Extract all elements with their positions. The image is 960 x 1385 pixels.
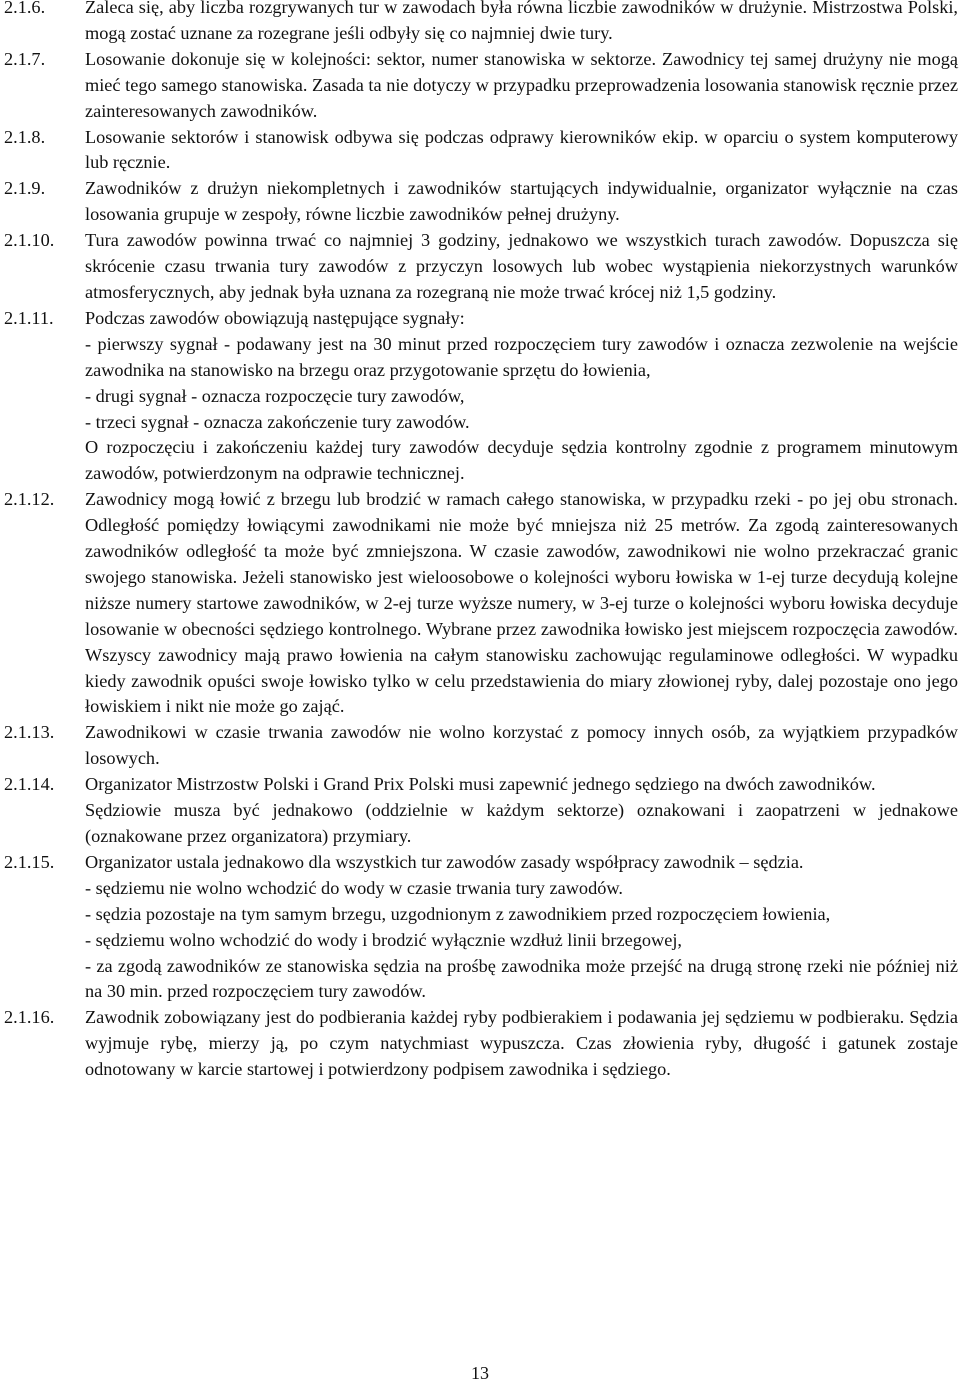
rule-paragraph: - pierwszy sygnał - podawany jest na 30 minut przed rozpoczęciem tury zawodów i oznacza zezwolenie na wejście zawodnika na stanowisko na brzegu oraz przygotowanie sprzętu do łowienia, [85,333,958,380]
rule-number: 2.1.8. [4,126,46,147]
rule-paragraph: O rozpoczęciu i zakończeniu każdej tury zawodów decyduje sędzia kontrolny zgodnie z programem minutowym zawodów, potwierdzonym na odprawie technicznej. [85,437,958,484]
rule-number: 2.1.10. [4,230,55,251]
rule-text [85,125,958,177]
rule-item [4,306,958,487]
rule-paragraph: - za zgodą zawodników ze stanowiska sędzia na prośbę zawodnika może przejść na drugą stronę rzeki nie później niż na 30 min. przed rozpoczęciem tury zawodów. [85,955,958,1002]
rule-paragraph: - trzeci sygnał - oznacza zakończenie tury zawodów. [85,411,470,432]
rule-paragraph: Zawodnikowi w czasie trwania zawodów nie wolno korzystać z pomocy innych osób, za wyjątkiem przypadków losowych. [85,722,958,769]
rule-item [4,228,958,306]
rule-paragraph: Losowanie sektorów i stanowisk odbywa się podczas odprawy kierowników ekip. w oparciu o system komputerowy lub ręcznie. [85,126,958,173]
rule-item [4,487,958,720]
rule-paragraph: - sędzia pozostaje na tym samym brzegu, uzgodnionym z zawodnikiem przed rozpoczęciem łowienia, [85,903,831,924]
rule-paragraph: Tura zawodów powinna trwać co najmniej 3 godziny, jednakowo we wszystkich turach zawodów. Dopuszcza się skrócenie czasu trwania tury zawodów z przyczyn losowych lub wobec wystąpienia niekorzystnych warunków atmosferycznych, aby jednak była uznana za rozegraną nie może trwać krócej niż 1,5 godziny. [85,230,958,302]
rule-paragraph: Organizator Mistrzostw Polski i Grand Prix Polski musi zapewnić jednego sędziego na dwóch zawodników. [85,774,876,795]
rule-text [85,772,958,850]
rule-item [4,772,958,850]
rule-text [85,850,958,1005]
rule-item [4,176,958,228]
rule-paragraph: Podczas zawodów obowiązują następujące sygnały: [85,307,465,328]
rule-number: 2.1.14. [4,774,55,795]
rule-item [4,1005,958,1083]
rule-text [85,176,958,228]
rule-item [4,720,958,772]
rule-paragraph: - sędziemu nie wolno wchodzić do wody w czasie trwania tury zawodów. [85,877,623,898]
rule-text [85,1005,958,1083]
rule-paragraph: - sędziemu wolno wchodzić do wody i brodzić wyłącznie wzdłuż linii brzegowej, [85,929,682,950]
rule-item [4,125,958,177]
rule-item [4,0,958,47]
rule-paragraph: Zawodnik zobowiązany jest do podbierania każdej ryby podbierakiem i podawania jej sędziemu w podbieraku. Sędzia wyjmuje rybę, mierzy ją, po czym natychmiast wypuszcza. Czas złowienia ryby, długość i gatunek zostaje odnotowany w karcie startowej i potwierdzony podpisem zawodnika i sędziego. [85,1007,958,1080]
rule-paragraph: Zaleca się, aby liczba rozgrywanych tur w zawodach była równa liczbie zawodników w drużynie. Mistrzostwa Polski, mogą zostać uznane za rozegrane jeśli odbyły się co najmniej dwie tury. [85,0,958,43]
rule-item [4,850,958,1005]
rule-text [85,487,958,720]
rule-text [85,720,958,772]
regulations-section [4,0,958,1083]
rule-paragraph: Zawodnicy mogą łowić z brzegu lub brodzić w ramach całego stanowiska, w przypadku rzeki - po jej obu stronach. Odległość pomiędzy łowiącymi zawodnikami nie może być mniejsza niż 25 metrów. Za zgodą zainteresowanych zawodników odległość ta może być zmniejszona. W czasie zawodów, zawodnikowi nie wolno przekraczać granic swojego stanowiska. Jeżeli stanowisko jest wieloosobowe o kolejności wyboru łowiska w 1-ej turze decydują kolejne niższe numery startowe zawodników, w 2-ej turze wyższe numery, w 3-ej turze o kolejności wyboru łowiska decyduje losowanie w obecności sędziego kontrolnego. Wybrane przez zawodnika łowisko jest miejscem rozpoczęcia zawodów. Wszyscy zawodnicy mają prawo łowienia na całym stanowisku zachowując regulaminowe odległości. W wypadku kiedy zawodnik opuści swoje łowisko tylko w celu przedstawienia do miary złowionej ryby, dalej pozostaje ono jego łowiskiem i nikt nie może go zająć. [85,489,958,717]
page-number: 13 [471,1363,489,1383]
rule-text [85,0,958,47]
rule-number: 2.1.11. [4,307,54,328]
rule-text [85,306,958,487]
rule-text [85,228,958,306]
rule-number: 2.1.6. [4,0,46,17]
rule-paragraph: - drugi sygnał - oznacza rozpoczęcie tury zawodów, [85,385,465,406]
rule-paragraph: Zawodników z drużyn niekompletnych i zawodników startujących indywidualnie, organizator wyłącznie na czas losowania grupuje w zespoły, równe liczbie zawodników pełnej drużyny. [85,178,958,225]
rule-number: 2.1.15. [4,851,55,872]
rule-number: 2.1.16. [4,1007,55,1028]
rule-number: 2.1.13. [4,722,55,743]
rule-paragraph: Organizator ustala jednakowo dla wszystkich tur zawodów zasady współpracy zawodnik – sędzia. [85,851,804,872]
rule-paragraph: Sędziowie musza być jednakowo (oddzielnie w każdym sektorze) oznakowani i zaopatrzeni w jednakowe (oznakowane przez organizatora) przymiary. [85,800,958,846]
rule-number: 2.1.7. [4,48,46,69]
rule-item [4,47,958,125]
rule-paragraph: Losowanie dokonuje się w kolejności: sektor, numer stanowiska w sektorze. Zawodnicy tej samej drużyny nie mogą mieć tego samego stanowiska. Zasada ta nie dotyczy w przypadku przeprowadzenia losowania stanowisk ręcznie przez zainteresowanych zawodników. [85,48,958,121]
rule-number: 2.1.12. [4,489,55,510]
rule-text [85,47,958,125]
rule-number: 2.1.9. [4,178,46,199]
